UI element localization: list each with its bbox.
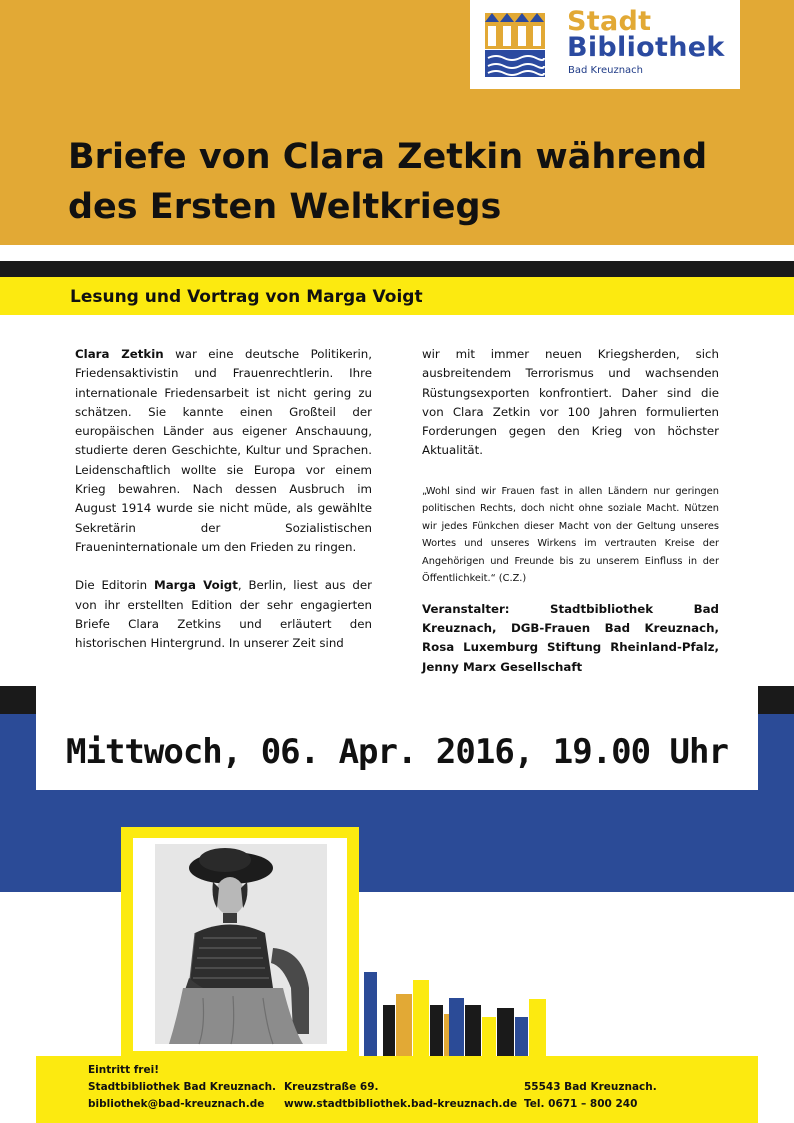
speaker-subject-name: Clara Zetkin xyxy=(75,347,164,361)
footer-library-name: Stadtbibliothek Bad Kreuznach. xyxy=(88,1081,277,1093)
logo-text-bibliothek: Bibliothek xyxy=(567,32,725,63)
book-spine xyxy=(529,999,546,1056)
event-subtitle: Lesung und Vortrag von Marga Voigt xyxy=(70,287,423,307)
book-spine xyxy=(482,1017,496,1056)
footer-phone: Tel. 0671 – 800 240 xyxy=(524,1098,638,1110)
event-title-line-1: Briefe von Clara Zetkin während xyxy=(68,137,708,177)
footer-email: bibliothek@bad-kreuznach.de xyxy=(88,1098,265,1110)
logo-text-city: Bad Kreuznach xyxy=(568,65,644,76)
event-title-line-2: des Ersten Weltkriegs xyxy=(68,187,502,227)
footer-band xyxy=(36,1056,758,1123)
book-spine xyxy=(449,998,464,1056)
clara-zetkin-portrait-photo xyxy=(133,838,347,1051)
organizer-list: Veranstalter: Stadtbibliothek Bad Kreuznach, DGB-Frauen Bad Kreuznach, Rosa Luxemburg Stiftung Rheinland-Pfalz, Jenny Marx Gesellschaft xyxy=(422,601,719,674)
footer-website: www.stadtbibliothek.bad-kreuznach.de xyxy=(284,1098,518,1110)
book-spine xyxy=(515,1017,528,1056)
editor-paragraph xyxy=(75,576,372,653)
event-date-time: Mittwoch, 06. Apr. 2016, 19.00 Uhr xyxy=(66,732,728,772)
context-paragraph: wir mit immer neuen Kriegsherden, sich ausbreitendem Terrorismus und wachsenden Rüstungsexporten konfrontiert. Daher sind die von Clara Zetkin vor 100 Jahren formulierten Forderungen gegen den Krieg von höchster Aktualität. xyxy=(422,347,719,458)
book-spine xyxy=(430,1005,443,1056)
book-spine xyxy=(497,1008,514,1056)
book-spine xyxy=(413,980,429,1056)
book-spine xyxy=(465,1005,481,1056)
black-accent-left xyxy=(0,686,36,714)
black-divider-stripe xyxy=(0,261,794,277)
library-building-icon xyxy=(484,12,546,78)
intro-text: war eine deutsche Politikerin, Friedensaktivistin und Frauenrechtlerin. Ihre internationale Friedensarbeit ist nicht gering zu schätzen. Sie kannte einen Großteil der europäischen Länder aus eigener Anschauung, studierte deren Geschichte, Kultur und Sprachen. Leidenschaftlich wollte sie Europa vor einem Krieg bewahren. Nach dessen Ausbruch im August 1914 wurde sie nicht müde, als gewählte Sekretärin der Sozialistischen Fraueninternationale um den Frieden zu ringen. xyxy=(75,347,372,554)
editor-text-pre: Die Editorin xyxy=(75,578,154,593)
footer-city: 55543 Bad Kreuznach. xyxy=(524,1081,657,1093)
zetkin-quote: „Wohl sind wir Frauen fast in allen Ländern nur geringen politischen Rechts, doch nicht ohne soziale Macht. Nützen wir jedes Fünkchen dieser Macht von der Geltung unseres Wortes und unseres Wirkens im vertrauten Kreise der Angehörigen und Freunde bis zu unserem Einfluss in der Öffentlichkeit.“ (C.Z.) xyxy=(422,485,719,585)
footer-street: Kreuzstraße 69. xyxy=(284,1081,379,1093)
event-title xyxy=(68,132,768,232)
body-column-right xyxy=(422,345,719,677)
admission-note: Eintritt frei! xyxy=(88,1064,159,1076)
editor-name: Marga Voigt xyxy=(153,578,238,593)
intro-paragraph xyxy=(75,345,372,557)
editor-text: , Berlin, liest aus der von ihr erstellten Edition der sehr engagierten Briefe Clara Zetkins und erläutert den historischen Hintergrund. In unserer Zeit sind xyxy=(75,578,373,651)
body-column-left xyxy=(75,345,372,653)
black-accent-right xyxy=(758,686,794,714)
book-spine xyxy=(364,972,377,1056)
book-spine xyxy=(383,1005,395,1056)
book-spine xyxy=(396,994,412,1056)
logo-text-stadt: Stadt xyxy=(567,6,652,37)
